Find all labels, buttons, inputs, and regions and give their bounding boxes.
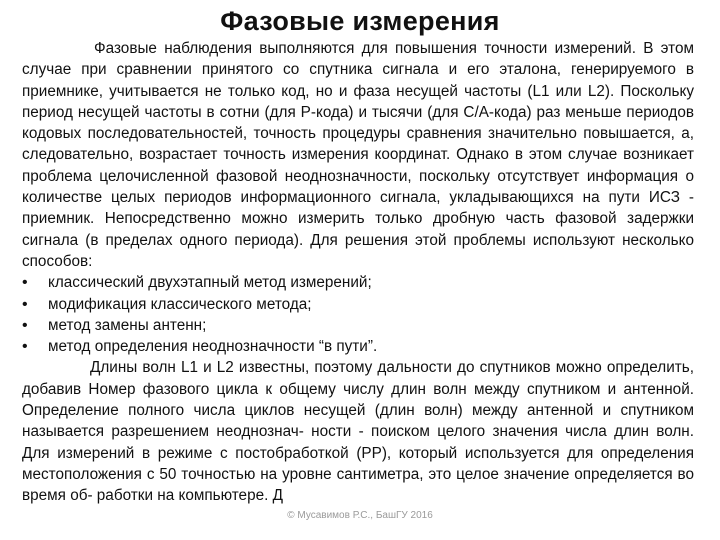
slide-title: Фазовые измерения <box>220 6 500 36</box>
methods-list <box>22 272 694 357</box>
list-item: • метод замены антенн; <box>22 315 694 336</box>
paragraph-wavelengths: Длины волн L1 и L2 известны, поэтому дальности до спутников можно определить, добавив Номер фазового цикла к общему числу длин волн между спутником и антенной. Определение полного числа циклов несущей (длин волн) между антенной и спутником называется разрешением неоднознач- ности - поиском целого значения числа длин волн. Для измерений в режиме с постобработкой (PP), который используется для определения местоположения с 50 точностью на уровне сантиметра, это целое значение определяется во время об- работки на компьютере. Д <box>22 359 694 505</box>
footer-copyright: © Мусавимов Р.С., БашГУ 2016 <box>287 510 433 521</box>
paragraph-intro: Фазовые наблюдения выполняются для повышения точности измерений. В этом случае при сравнении принятого со спутника сигнала и его эталона, генерируемого в приемнике, учитывается не только код, но и фаза несущей частоты (L1 или L2). Поскольку период несущей частоты в сотни (для Р-кода) и тысячи (для С/А-кода) раз меньше периодов кодовых последовательностей, точность процедуры сравнения значительно повышается, а, следовательно, возрастает точность измерения координат. Однако в этом случае возникает проблема целочисленной фазовой неоднозначности, поскольку отсутствует информация о количестве целых периодов информационного сигнала, укладывающихся на пути ИСЗ - приемник. Непосредственно можно измерить только дробную часть фазовой задержки сигнала (в пределах одного периода). Для решения этой проблемы используют несколько способов: <box>22 40 694 270</box>
list-item: • метод определения неоднозначности “в пути”. <box>22 336 694 357</box>
slide-body <box>22 38 694 507</box>
list-item: • классический двухэтапный метод измерений; <box>22 272 694 293</box>
list-item: • модификация классического метода; <box>22 294 694 315</box>
